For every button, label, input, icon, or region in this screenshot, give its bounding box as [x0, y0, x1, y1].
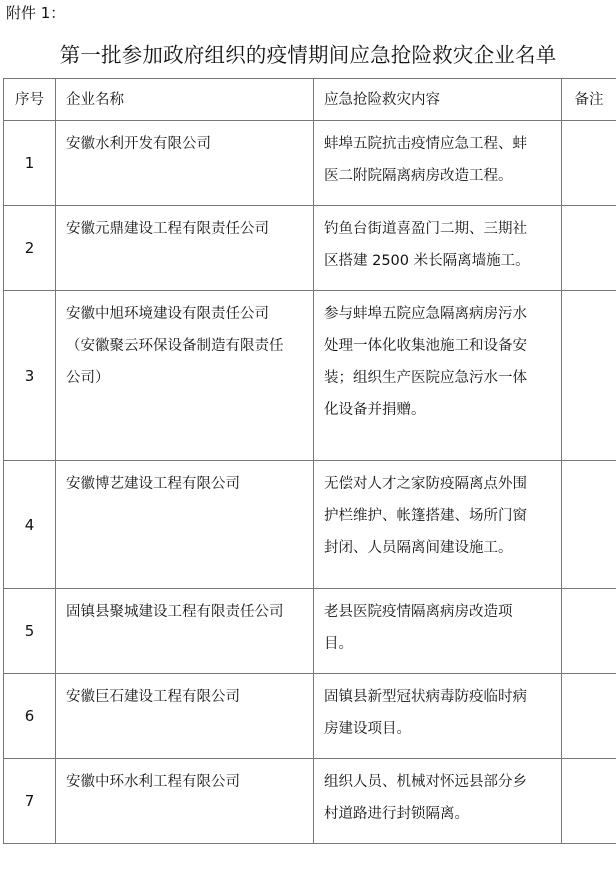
row-number: 7	[4, 759, 56, 844]
relief-content-line: 老县医院疫情隔离病房改造项	[324, 604, 513, 620]
company-name-cell	[56, 759, 314, 844]
table-row	[4, 759, 616, 844]
relief-content-cell	[314, 589, 562, 674]
table-header-row	[4, 79, 616, 121]
relief-content-line: 医二附院隔离病房改造工程。	[324, 168, 513, 184]
relief-content	[314, 206, 561, 284]
relief-content-line: 参与蚌埠五院应急隔离病房污水	[324, 306, 527, 322]
attachment-label: 附件 1：	[6, 4, 66, 22]
header-note: 备注	[562, 79, 616, 121]
table-row	[4, 461, 616, 589]
relief-content-line: 蚌埠五院抗击疫情应急工程、蚌	[324, 136, 527, 152]
relief-content-line: 区搭建 2500 米长隔离墙施工。	[324, 253, 530, 269]
company-name-line: 安徽巨石建设工程有限公司	[66, 689, 240, 705]
row-number: 2	[4, 206, 56, 291]
table-body	[4, 121, 616, 844]
row-number: 5	[4, 589, 56, 674]
row-number: 4	[4, 461, 56, 589]
page-title: 第一批参加政府组织的疫情期间应急抢险救灾企业名单	[59, 43, 557, 67]
relief-content-line: 护栏维护、帐篷搭建、场所门窗	[324, 508, 527, 524]
table-row	[4, 291, 616, 461]
relief-content-line: 组织人员、机械对怀远县部分乡	[324, 774, 527, 790]
company-name	[56, 206, 313, 252]
table-row	[4, 206, 616, 291]
header-no: 序号	[4, 79, 56, 121]
relief-content-line: 无偿对人才之家防疫隔离点外围	[324, 476, 527, 492]
company-name-line: 安徽元鼎建设工程有限责任公司	[66, 221, 269, 237]
company-name-line: 安徽水利开发有限公司	[66, 136, 211, 152]
note-cell	[562, 291, 616, 461]
relief-content	[314, 674, 561, 752]
relief-content-line: 装；组织生产医院应急污水一体	[324, 370, 527, 386]
relief-content	[314, 291, 561, 433]
company-name-line: （安徽聚云环保设备制造有限责任	[66, 338, 284, 354]
company-name-line: 安徽中环水利工程有限公司	[66, 774, 240, 790]
relief-content	[314, 589, 561, 667]
company-name-cell	[56, 589, 314, 674]
company-name-cell	[56, 206, 314, 291]
header-content-text: 应急抢险救灾内容	[324, 91, 440, 108]
header-content	[314, 79, 562, 121]
company-name-line: 固镇县聚城建设工程有限责任公司	[66, 604, 284, 620]
relief-content-cell	[314, 674, 562, 759]
company-name	[56, 461, 313, 507]
row-number: 6	[4, 674, 56, 759]
company-name-cell	[56, 121, 314, 206]
relief-content-line: 封闭、人员隔离间建设施工。	[324, 540, 513, 556]
relief-content-cell	[314, 759, 562, 844]
table-row	[4, 589, 616, 674]
relief-content-cell	[314, 461, 562, 589]
company-name	[56, 291, 313, 401]
note-cell	[562, 121, 616, 206]
company-name	[56, 121, 313, 167]
relief-content-cell	[314, 121, 562, 206]
row-number: 1	[4, 121, 56, 206]
table-row	[4, 674, 616, 759]
note-cell	[562, 461, 616, 589]
relief-content-line: 钓鱼台街道喜盈门二期、三期社	[324, 221, 527, 237]
relief-content-line: 处理一体化收集池施工和设备安	[324, 338, 527, 354]
company-name-cell	[56, 674, 314, 759]
relief-content-line: 目。	[324, 636, 353, 652]
company-table	[3, 78, 616, 844]
note-cell	[562, 589, 616, 674]
relief-content-line: 房建设项目。	[324, 721, 411, 737]
company-name	[56, 589, 313, 635]
company-name	[56, 759, 313, 805]
table-row	[4, 121, 616, 206]
company-name-cell	[56, 461, 314, 589]
relief-content	[314, 759, 561, 837]
company-name-line: 安徽中旭环境建设有限责任公司	[66, 306, 269, 322]
note-cell	[562, 674, 616, 759]
relief-content-cell	[314, 206, 562, 291]
relief-content-line: 化设备并捐赠。	[324, 402, 426, 418]
relief-content-line: 村道路进行封锁隔离。	[324, 806, 469, 822]
header-name-text: 企业名称	[66, 91, 124, 108]
company-name-line: 安徽博艺建设工程有限公司	[66, 476, 240, 492]
note-cell	[562, 206, 616, 291]
relief-content-line: 固镇县新型冠状病毒防疫临时病	[324, 689, 527, 705]
company-name-cell	[56, 291, 314, 461]
relief-content-cell	[314, 291, 562, 461]
note-cell	[562, 759, 616, 844]
company-name	[56, 674, 313, 720]
company-name-line: 公司）	[66, 370, 110, 386]
relief-content	[314, 461, 561, 571]
relief-content	[314, 121, 561, 199]
row-number: 3	[4, 291, 56, 461]
header-name	[56, 79, 314, 121]
